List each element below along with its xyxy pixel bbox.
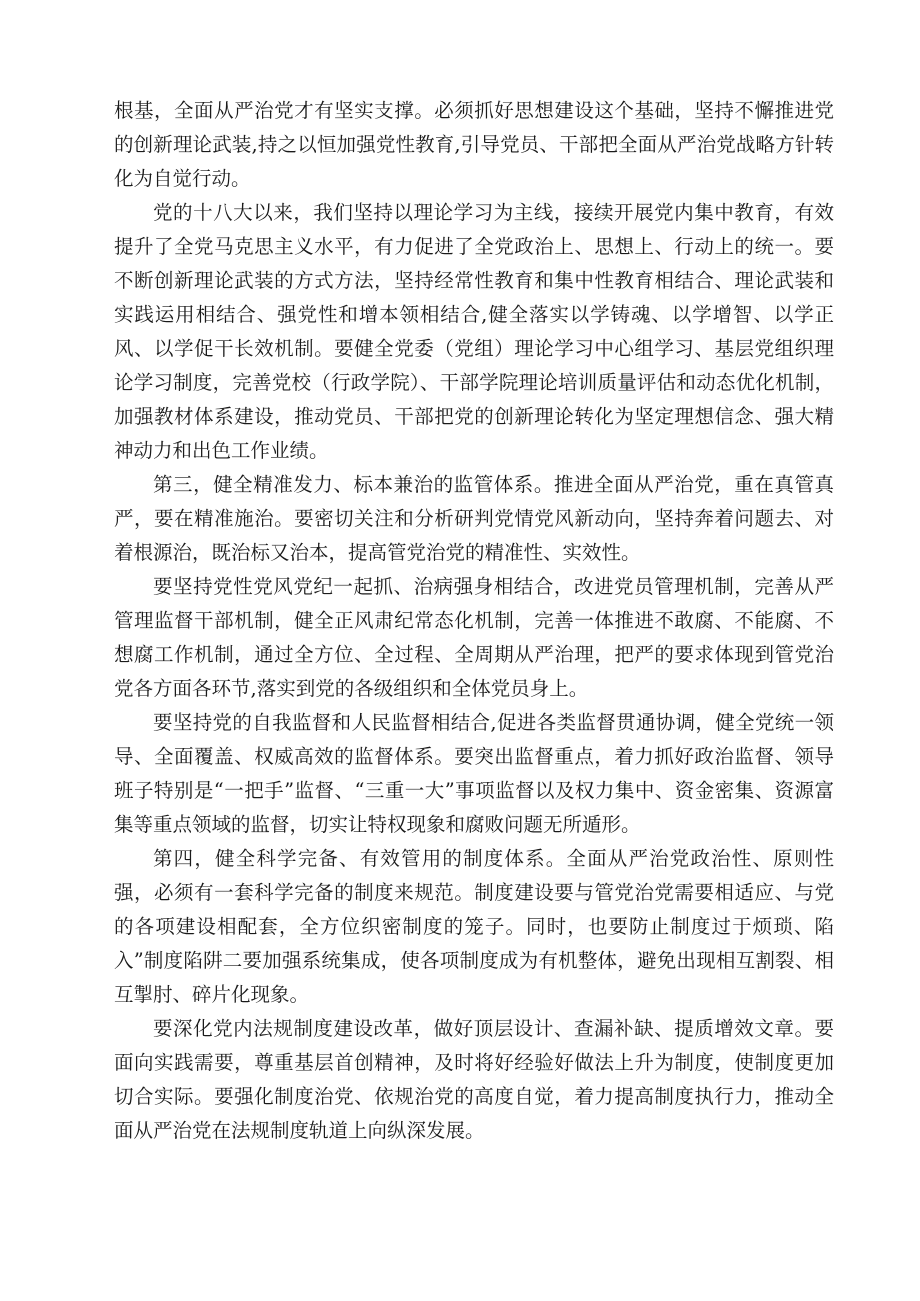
paragraph-2: 党的十八大以来，我们坚持以理论学习为主线，接续开展党内集中教育，有效提升了全党马克思主义水平，有力促进了全党政治上、思想上、行动上的统一。要不断创新理论武装的方式方法，坚持经常性教育和集中性教育相结合、理论武装和实践运用相结合、强党性和增本领相结合,健全落实以学铸魂、以学增智、以学正风、以学促干长效机制。要健全党委（党组）理论学习中心组学习、基层党组织理论学习制度，完善党校（行政学院）、干部学院理论培训质量评估和动态优化机制，加强教材体系建设，推动党员、干部把党的创新理论转化为坚定理想信念、强大精神动力和出色工作业绩。: [114, 201, 834, 462]
paragraph-6: 第四，健全科学完备、有效管用的制度体系。全面从严治党政治性、原则性强，必须有一套科学完备的制度来规范。制度建设要与管党治党需要相适应、与党的各项建设相配套，全方位织密制度的笼子。同时，也要防止制度过于烦琐、陷入”制度陷阱二要加强系统集成，使各项制度成为有机整体，避免出现相互割裂、相互掣肘、碎片化现象。: [114, 847, 834, 1006]
document-body: [114, 94, 834, 1148]
paragraph-3: 第三，健全精准发力、标本兼治的监管体系。推进全面从严治党，重在真管真严，要在精准施治。要密切关注和分析研判党情党风新动向，坚持奔着问题去、对着根源治，既治标又治本，提高管党治党的精准性、实效性。: [114, 473, 834, 564]
paragraph-1: 根基，全面从严治党才有坚实支撑。必须抓好思想建设这个基础，坚持不懈推进党的创新理论武装,持之以恒加强党性教育,引导党员、干部把全面从严治党战略方针转化为自觉行动。: [114, 99, 834, 190]
paragraph-5: 要坚持党的自我监督和人民监督相结合,促进各类监督贯通协调，健全党统一领导、全面覆盖、权威高效的监督体系。要突出监督重点，着力抓好政治监督、领导班子特别是“一把手”监督、“三重一大”事项监督以及权力集中、资金密集、资源富集等重点领域的监督，切实让特权现象和腐败问题无所遁形。: [114, 711, 834, 836]
paragraph-7: 要深化党内法规制度建设改革，做好顶层设计、查漏补缺、提质增效文章。要面向实践需要，尊重基层首创精神，及时将好经验好做法上升为制度，使制度更加切合实际。要强化制度治党、依规治党的高度自觉，着力提高制度执行力，推动全面从严治党在法规制度轨道上向纵深发展。: [114, 1017, 834, 1142]
paragraph-4: 要坚持党性党风党纪一起抓、治病强身相结合，改进党员管理机制，完善从严管理监督干部机制，健全正风肃纪常态化机制，完善一体推进不敢腐、不能腐、不想腐工作机制，通过全方位、全过程、全周期从严治理，把严的要求体现到管党治党各方面各环节,落实到党的各级组织和全体党员身上。: [114, 575, 834, 700]
